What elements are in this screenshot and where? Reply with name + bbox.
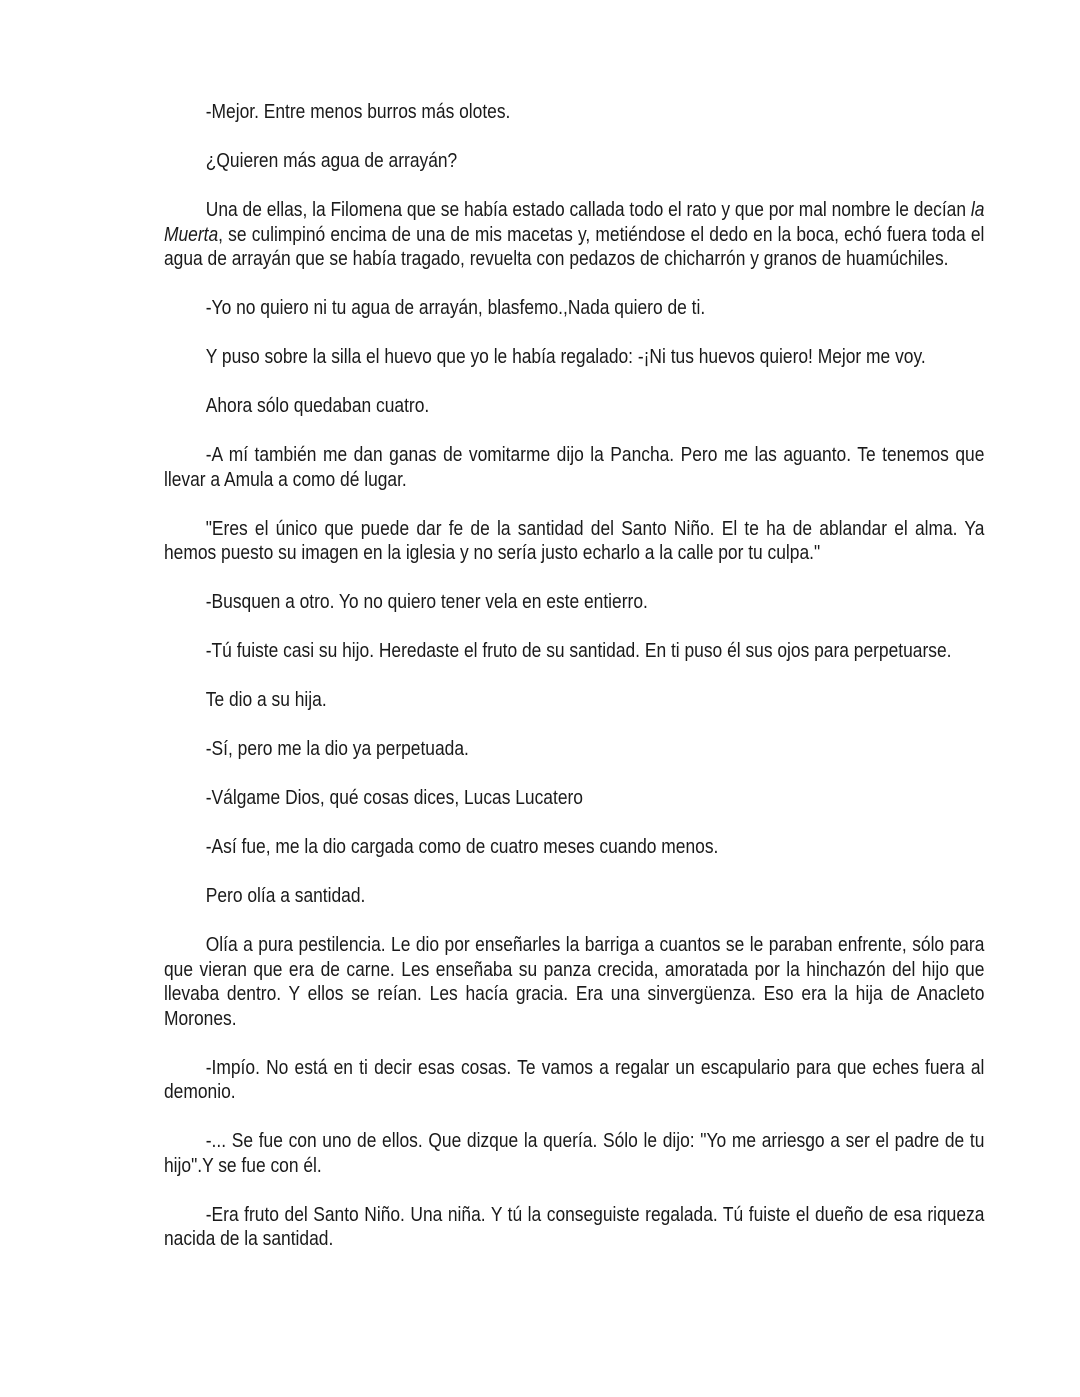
text-line xyxy=(164,100,984,125)
text-segment: "Eres el único que puede dar fe de la santidad del Santo Niño. El te ha de ablandar el alma. Ya xyxy=(205,517,985,540)
paragraph xyxy=(164,933,984,1031)
paragraph xyxy=(164,639,984,664)
italic-text: la xyxy=(970,199,985,221)
text-segment: Una de ellas, la Filomena que se había estado callada todo el rato y que por mal nombre le decían xyxy=(205,199,971,221)
text-segment: llevaba dentro. Y ellos se reían. Les hacía gracia. Era una sinvergüenza. Eso era la hija de Anacleto xyxy=(164,983,985,1005)
text-segment: -Impío. No está en ti decir esas cosas. Te vamos a regalar un escapulario para que eches fuera al xyxy=(205,1056,985,1079)
text-line xyxy=(164,1203,984,1228)
text-segment: Olía a pura pestilencia. Le dio por enseñarles la barriga a cuantos se le paraban enfrente, sólo para xyxy=(205,934,985,956)
text-line xyxy=(164,688,984,713)
text-line xyxy=(164,1129,984,1154)
text-line xyxy=(164,639,984,664)
text-segment: -Era fruto del Santo Niño. Una niña. Y tú la conseguiste regalada. Tú fuiste el dueño de esa riqueza xyxy=(205,1203,985,1226)
text-segment: , se culimpinó encima de una de mis macetas y, metiéndose el dedo en la boca, echó fuera toda el xyxy=(218,223,985,246)
text-segment: -Mejor. Entre menos burros más olotes. xyxy=(205,101,511,123)
paragraph xyxy=(164,296,984,321)
text-line xyxy=(164,884,984,909)
text-line xyxy=(164,394,984,419)
paragraph xyxy=(164,394,984,419)
text-line xyxy=(164,982,984,1007)
text-segment: agua de arrayán que se había tragado, revuelta con pedazos de chicharrón y granos de huamúchiles. xyxy=(164,248,949,270)
text-segment: -Busquen a otro. Yo no quiero tener vela en este entierro. xyxy=(205,591,648,613)
text-line xyxy=(164,223,984,248)
text-segment: Pero olía a santidad. xyxy=(205,885,366,907)
text-segment: Morones. xyxy=(164,1007,237,1030)
paragraph xyxy=(164,884,984,909)
document-body xyxy=(164,100,984,1276)
text-segment: ¿Quieren más agua de arrayán? xyxy=(205,150,458,172)
italic-text: Muerta xyxy=(164,223,219,246)
text-segment: -Válgame Dios, qué cosas dices, Lucas Lucatero xyxy=(205,787,583,809)
text-segment: Te dio a su hija. xyxy=(205,689,327,711)
text-segment: hijo".Y se fue con él. xyxy=(164,1154,322,1177)
text-line xyxy=(164,1056,984,1081)
text-line xyxy=(164,149,984,174)
paragraph xyxy=(164,517,984,566)
paragraph xyxy=(164,737,984,762)
paragraph xyxy=(164,786,984,811)
text-line xyxy=(164,296,984,321)
text-line xyxy=(164,1080,984,1105)
paragraph xyxy=(164,1056,984,1105)
paragraph xyxy=(164,100,984,125)
text-line xyxy=(164,933,984,958)
text-segment: -Yo no quiero ni tu agua de arrayán, blasfemo.,Nada quiero de ti. xyxy=(205,297,706,319)
text-segment: -A mí también me dan ganas de vomitarme dijo la Pancha. Pero me las aguanto. Te tenemos que xyxy=(205,444,985,466)
text-line xyxy=(164,541,984,566)
text-line xyxy=(164,786,984,811)
text-line xyxy=(164,443,984,468)
paragraph xyxy=(164,590,984,615)
text-segment: Y puso sobre la silla el huevo que yo le había regalado: -¡Ni tus huevos quiero! Mejor me voy. xyxy=(205,346,926,368)
paragraph xyxy=(164,1203,984,1252)
text-segment: Ahora sólo quedaban cuatro. xyxy=(205,395,430,417)
paragraph xyxy=(164,149,984,174)
paragraph xyxy=(164,198,984,272)
text-segment: demonio. xyxy=(164,1081,236,1103)
paragraph xyxy=(164,688,984,713)
paragraph xyxy=(164,835,984,860)
text-line xyxy=(164,517,984,542)
text-segment: nacida de la santidad. xyxy=(164,1228,334,1250)
text-line xyxy=(164,1227,984,1252)
text-line xyxy=(164,737,984,762)
text-segment: -Sí, pero me la dio ya perpetuada. xyxy=(205,738,469,760)
text-segment: llevar a Amula a como dé lugar. xyxy=(164,468,407,491)
text-line xyxy=(164,247,984,272)
text-segment: -Así fue, me la dio cargada como de cuatro meses cuando menos. xyxy=(205,836,719,858)
text-line xyxy=(164,835,984,860)
paragraph xyxy=(164,345,984,370)
text-line xyxy=(164,345,984,370)
text-line xyxy=(164,1007,984,1032)
text-line xyxy=(164,1154,984,1179)
text-segment: hemos puesto su imagen en la iglesia y no sería justo echarlo a la calle por tu culpa." xyxy=(164,542,821,564)
text-line xyxy=(164,198,984,223)
paragraph xyxy=(164,1129,984,1178)
text-line xyxy=(164,958,984,983)
text-segment: -... Se fue con uno de ellos. Que dizque la quería. Sólo le dijo: "Yo me arriesgo a ser el padre de tu xyxy=(205,1130,985,1152)
text-line xyxy=(164,468,984,493)
text-line xyxy=(164,590,984,615)
text-segment: que vieran que era de carne. Les enseñaba su panza crecida, amoratada por la hinchazón del hijo que xyxy=(164,958,985,981)
text-segment: -Tú fuiste casi su hijo. Heredaste el fruto de su santidad. En ti puso él sus ojos para perpetuarse. xyxy=(205,640,952,662)
paragraph xyxy=(164,443,984,492)
